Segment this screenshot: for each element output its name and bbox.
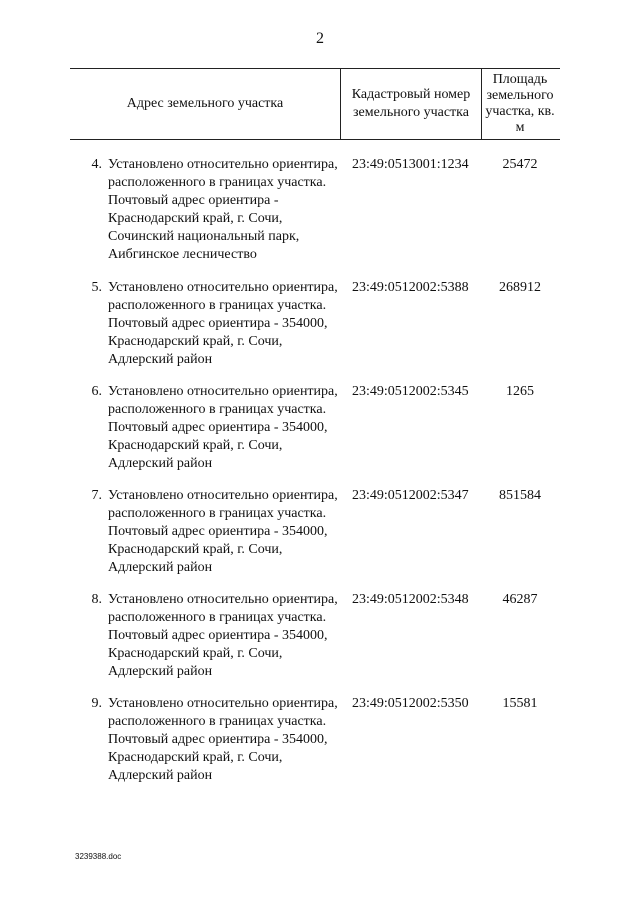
row-area: 851584 xyxy=(499,488,541,503)
row-address: Установлено относительно ориентира, расположенного в границах участка. Почтовый адрес ориентира - Краснодарский край, г. Сочи, Сочинский национальный парк, Аибгинское лесничество xyxy=(108,157,338,262)
row-address: Установлено относительно ориентира, расположенного в границах участка. Почтовый адрес ориентира - 354000, Краснодарский край, г. Сочи, Адлерский район xyxy=(108,592,338,679)
row-area: 15581 xyxy=(502,696,538,711)
row-number: 8. xyxy=(91,592,102,607)
row-address: Установлено относительно ориентира, расположенного в границах участка. Почтовый адрес ориентира - 354000, Краснодарский край, г. Сочи, Адлерский район xyxy=(108,488,338,575)
row-cadastral-number: 23:49:0512002:5347 xyxy=(352,488,469,503)
header-address: Адрес земельного участка xyxy=(126,96,284,111)
row-cadastral-number: 23:49:0512002:5345 xyxy=(352,384,469,399)
row-cadastral-number: 23:49:0512002:5388 xyxy=(352,280,469,295)
row-cadastral-number: 23:49:0513001:1234 xyxy=(352,157,469,172)
footer-file-name: 3239388.doc xyxy=(75,852,122,861)
page-number: 2 xyxy=(316,30,324,47)
row-number: 6. xyxy=(91,384,102,399)
row-number: 4. xyxy=(91,157,102,172)
row-area: 25472 xyxy=(502,157,538,172)
row-address: Установлено относительно ориентира, расположенного в границах участка. Почтовый адрес ориентира - 354000, Краснодарский край, г. Сочи, Адлерский район xyxy=(108,696,338,783)
row-cadastral-number: 23:49:0512002:5350 xyxy=(352,696,469,711)
row-address: Установлено относительно ориентира, расположенного в границах участка. Почтовый адрес ориентира - 354000, Краснодарский край, г. Сочи, Адлерский район xyxy=(108,280,338,367)
row-area: 268912 xyxy=(499,280,541,295)
row-area: 1265 xyxy=(506,384,534,399)
table-header xyxy=(70,68,560,140)
row-cadastral-number: 23:49:0512002:5348 xyxy=(352,592,469,607)
row-number: 9. xyxy=(91,696,102,711)
row-number: 7. xyxy=(91,488,102,503)
row-address: Установлено относительно ориентира, расположенного в границах участка. Почтовый адрес ориентира - 354000, Краснодарский край, г. Сочи, Адлерский район xyxy=(108,384,338,471)
header-cadastral-number: Кадастровый номер земельного участка xyxy=(340,69,482,139)
row-number: 5. xyxy=(91,280,102,295)
header-area: Площадь земельного участка, кв. м xyxy=(485,72,555,135)
row-area: 46287 xyxy=(502,592,538,607)
